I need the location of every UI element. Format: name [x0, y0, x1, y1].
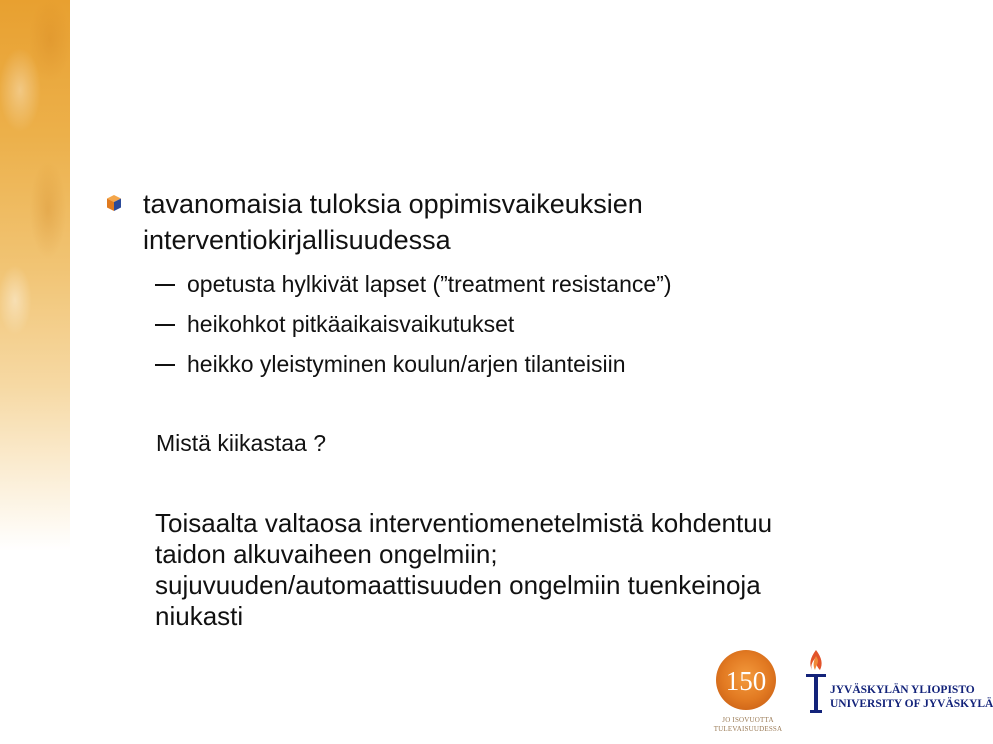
university-name-en: UNIVERSITY OF JYVÄSKYLÄ: [830, 698, 993, 710]
heading-line: tavanomaisia tuloksia oppimisvaikeuksien: [143, 189, 643, 219]
list-item-text: heikohkot pitkäaikaisvaikutukset: [187, 311, 515, 337]
anniversary-caption: [706, 716, 790, 734]
cube-bullet-icon: [106, 194, 122, 212]
university-torch-emblem-icon: [804, 648, 828, 714]
dash-bullet: [155, 324, 175, 326]
university-name-fi: JYVÄSKYLÄN YLIOPISTO: [830, 684, 975, 696]
dash-bullet: [155, 364, 175, 366]
anniversary-caption-line: JO ISOVUOTTA: [722, 716, 774, 724]
list-item-text: heikko yleistyminen koulun/arjen tilanteisiin: [187, 351, 626, 377]
anniversary-number: 150: [725, 666, 767, 696]
paragraph-line: Toisaalta valtaosa interventiomenetelmistä kohdentuu: [155, 508, 773, 538]
paragraph-line: taidon alkuvaiheen ongelmiin;: [155, 539, 498, 569]
university-name: [830, 683, 993, 711]
paragraph-line: niukasti: [155, 601, 244, 631]
heading-line: interventiokirjallisuudessa: [143, 225, 451, 255]
main-heading: [143, 186, 643, 258]
body-paragraph: [155, 508, 895, 632]
decorative-side-stripe: [0, 0, 70, 744]
anniversary-caption-line: TULEVAISUUDESSA: [713, 725, 783, 733]
dash-bullet: [155, 284, 175, 286]
paragraph-line: sujuvuuden/automaattisuuden ongelmiin tuenkeinoja: [155, 570, 761, 600]
question-text: Mistä kiikastaa ?: [156, 430, 327, 456]
list-item-text: opetusta hylkivät lapset (”treatment resistance”): [187, 271, 672, 297]
